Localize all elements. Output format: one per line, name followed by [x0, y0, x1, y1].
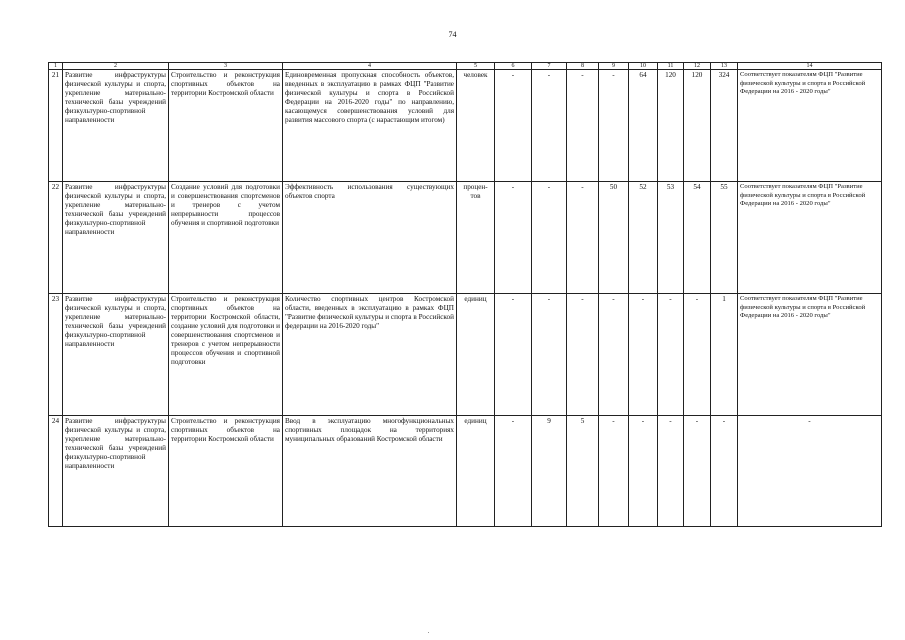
- table-row: [49, 416, 882, 527]
- column-header: 5: [457, 63, 495, 70]
- table-row: [49, 182, 882, 294]
- unit-cell: процен-тов: [457, 182, 495, 294]
- value-cell: 120: [658, 70, 684, 182]
- table-row: [49, 294, 882, 416]
- scan-artifact-dot: [428, 632, 429, 633]
- value-cell: -: [629, 416, 658, 527]
- measure-cell: Строительство и реконструкция спортивных объектов на территории Костромской области, создание условий для подготовки и совершенствования спортсменов и тренеров с учетом непрерывности процессов обучения и спортивной подготовки: [169, 294, 283, 416]
- indicator-cell: Единовременная пропускная способность объектов, введенных в эксплуатацию в рамках ФЦП "Развитие физической культуры и спорта в Российской Федерации на 2016-2020 годы" по направлению, касающемуся совершенствования условий для развития массового спорта (с нарастающим итогом): [283, 70, 457, 182]
- value-cell: -: [567, 182, 599, 294]
- page-number: 74: [448, 30, 457, 39]
- value-cell: -: [599, 294, 629, 416]
- value-cell: -: [599, 416, 629, 527]
- value-cell: -: [599, 70, 629, 182]
- unit-cell: единиц: [457, 294, 495, 416]
- value-cell: -: [658, 416, 684, 527]
- task-cell: Развитие инфраструктуры физической культуры и спорта, укрепление материально-технической базы учреждений физкультурно-спортивной направленности: [63, 70, 169, 182]
- column-header: 8: [567, 63, 599, 70]
- note-cell: -: [738, 416, 882, 527]
- measure-cell: Строительство и реконструкция спортивных объектов на территории Костромской области: [169, 70, 283, 182]
- value-cell: -: [532, 294, 567, 416]
- row-number: 21: [49, 70, 63, 182]
- indicator-cell: Количество спортивных центров Костромской области, введенных в эксплуатацию в рамках ФЦП "Развитие физической культуры и спорта в Российской федерации на 2016-2020 годы": [283, 294, 457, 416]
- column-header: 10: [629, 63, 658, 70]
- indicators-table: [48, 62, 882, 527]
- column-header: 11: [658, 63, 684, 70]
- value-cell: -: [532, 70, 567, 182]
- value-cell: 5: [567, 416, 599, 527]
- unit-cell: единиц: [457, 416, 495, 527]
- value-cell: 53: [658, 182, 684, 294]
- indicator-cell: Ввод в эксплуатацию многофункциональных спортивных площадок на территориях муниципальных образований Костромской области: [283, 416, 457, 527]
- value-cell: 9: [532, 416, 567, 527]
- note-cell: Соответствует показателям ФЦП "Развитие физической культуры и спорта в Российской Федерации на 2016 - 2020 годы": [738, 70, 882, 182]
- value-cell: 50: [599, 182, 629, 294]
- column-header: 14: [738, 63, 882, 70]
- value-cell: -: [711, 416, 738, 527]
- column-header: 9: [599, 63, 629, 70]
- value-cell: 64: [629, 70, 658, 182]
- task-cell: Развитие инфраструктуры физической культуры и спорта, укрепление материально-технической базы учреждений физкультурно-спортивной направленности: [63, 416, 169, 527]
- value-cell: -: [629, 294, 658, 416]
- column-header: 1: [49, 63, 63, 70]
- value-cell: -: [684, 416, 711, 527]
- column-header: 12: [684, 63, 711, 70]
- task-cell: Развитие инфраструктуры физической культуры и спорта, укрепление материально-технической базы учреждений физкультурно-спортивной направленности: [63, 294, 169, 416]
- task-cell: Развитие инфраструктуры физической культуры и спорта, укрепление материально-технической базы учреждений физкультурно-спортивной направленности: [63, 182, 169, 294]
- value-cell: 1: [711, 294, 738, 416]
- value-cell: -: [684, 294, 711, 416]
- column-header: 2: [63, 63, 169, 70]
- value-cell: 52: [629, 182, 658, 294]
- note-cell: Соответствует показателям ФЦП "Развитие физической культуры и спорта в Российской Федерации на 2016 - 2020 годы": [738, 294, 882, 416]
- column-number-row: [49, 63, 882, 70]
- column-header: 4: [283, 63, 457, 70]
- value-cell: -: [567, 294, 599, 416]
- column-header: 6: [495, 63, 532, 70]
- indicator-cell: Эффективность использования существующих объектов спорта: [283, 182, 457, 294]
- value-cell: -: [495, 70, 532, 182]
- column-header: 13: [711, 63, 738, 70]
- row-number: 22: [49, 182, 63, 294]
- value-cell: 54: [684, 182, 711, 294]
- value-cell: -: [495, 182, 532, 294]
- table-row: [49, 70, 882, 182]
- measure-cell: Строительство и реконструкция спортивных объектов на территории Костромской области: [169, 416, 283, 527]
- column-header: 3: [169, 63, 283, 70]
- value-cell: -: [532, 182, 567, 294]
- row-number: 23: [49, 294, 63, 416]
- unit-cell: человек: [457, 70, 495, 182]
- column-header: 7: [532, 63, 567, 70]
- value-cell: -: [567, 70, 599, 182]
- value-cell: -: [495, 416, 532, 527]
- value-cell: 324: [711, 70, 738, 182]
- note-cell: Соответствует показателям ФЦП "Развитие физической культуры и спорта в Российской Федерации на 2016 - 2020 годы": [738, 182, 882, 294]
- row-number: 24: [49, 416, 63, 527]
- value-cell: 55: [711, 182, 738, 294]
- measure-cell: Создание условий для подготовки и совершенствования спортсменов и тренеров с учетом непрерывности процессов обучения и спортивной подготовки: [169, 182, 283, 294]
- value-cell: 120: [684, 70, 711, 182]
- value-cell: -: [495, 294, 532, 416]
- value-cell: -: [658, 294, 684, 416]
